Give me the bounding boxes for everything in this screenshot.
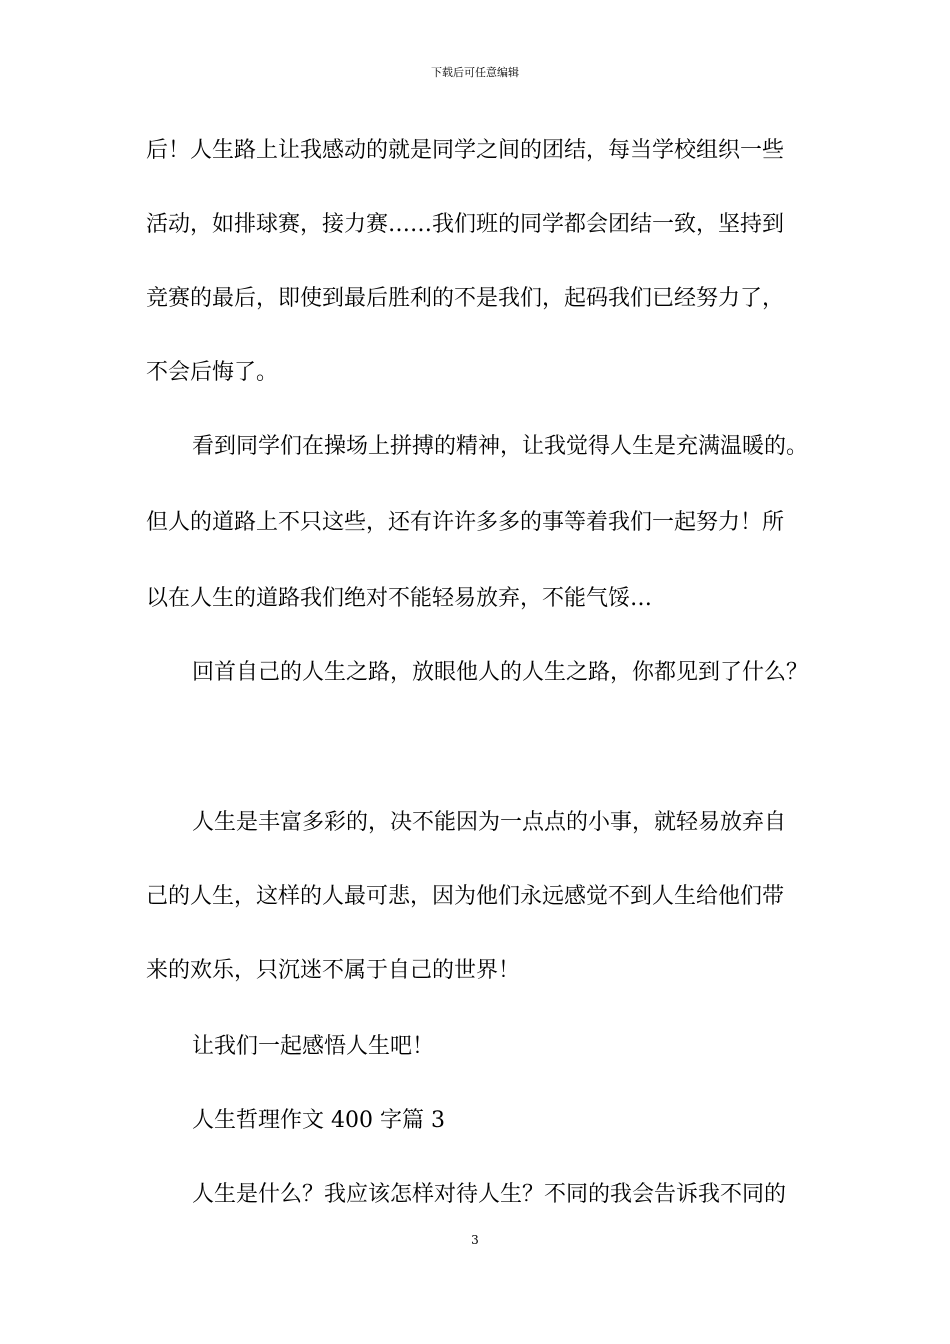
text-line: 看到同学们在操场上拼搏的精神，让我觉得人生是充满温暖的。: [192, 434, 809, 459]
text-line: 回首自己的人生之路，放眼他人的人生之路，你都见到了什么？: [192, 660, 809, 685]
text-line: 但人的道路上不只这些，还有许许多多的事等着我们一起努力！所: [146, 510, 785, 535]
text-line: 来的欢乐，只沉迷不属于自己的世界！: [146, 958, 521, 983]
text-line: 后！人生路上让我感动的就是同学之间的团结，每当学校组织一些: [146, 138, 785, 163]
text-line: 活动，如排球赛，接力赛……我们班的同学都会团结一致，坚持到: [146, 212, 785, 237]
text-line: 以在人生的道路我们绝对不能轻易放弃，不能气馁…: [146, 586, 653, 611]
page-number: 3: [471, 1233, 479, 1247]
text-line: 不会后悔了。: [146, 360, 279, 385]
text-line: 人生是丰富多彩的，决不能因为一点点的小事，就轻易放弃自: [192, 810, 787, 835]
section-heading: 人生哲理作文 400 字篇 3: [192, 1108, 445, 1133]
page-header: 下载后可任意编辑: [431, 66, 519, 79]
text-line: 竞赛的最后，即使到最后胜利的不是我们，起码我们已经努力了，: [146, 286, 785, 311]
text-line: 己的人生，这样的人最可悲，因为他们永远感觉不到人生给他们带: [146, 884, 785, 909]
text-line: 让我们一起感悟人生吧！: [192, 1034, 435, 1059]
text-line: 人生是什么？我应该怎样对待人生？不同的我会告诉我不同的: [192, 1182, 787, 1207]
